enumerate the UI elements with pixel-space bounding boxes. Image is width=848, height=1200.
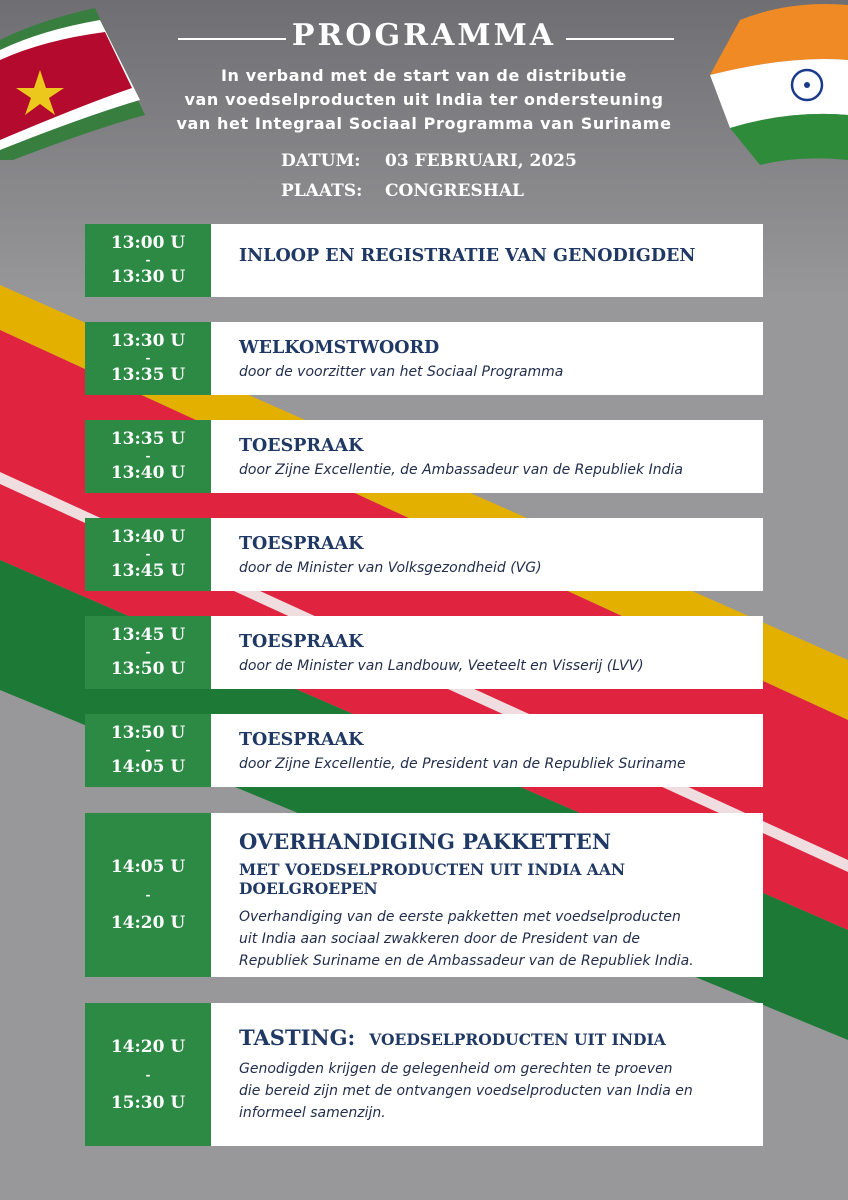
item-description: door de Minister van Volksgezondheid (VG) <box>239 559 542 576</box>
event-place <box>281 181 524 201</box>
page-title: PROGRAMMA <box>291 18 557 53</box>
start-time: 14:20 U <box>110 1036 186 1057</box>
start-time: 13:45 U <box>110 625 186 645</box>
item-subtitle: MET VOEDSELPRODUCTEN UIT INDIA AAN DOELGROEPEN <box>239 860 626 898</box>
end-time: 13:45 U <box>110 561 186 581</box>
item-card <box>211 518 763 591</box>
time-block <box>85 224 211 297</box>
start-time: 13:30 U <box>110 331 186 351</box>
end-time: 14:05 U <box>110 757 186 777</box>
item-card <box>211 224 763 297</box>
description-line: Overhandiging van de eerste pakketten met voedselproducten <box>239 909 681 925</box>
schedule-item <box>85 813 763 977</box>
start-time: 13:35 U <box>110 429 186 449</box>
schedule-item <box>85 714 763 787</box>
item-description: door Zijne Excellentie, de President van de Republiek Suriname <box>239 755 686 772</box>
schedule-item <box>85 322 763 395</box>
item-card <box>211 714 763 787</box>
time-block <box>85 714 211 787</box>
item-title: TOESPRAAK <box>239 435 364 456</box>
description-line: uit India aan sociaal zwakkeren door de President van de <box>239 931 641 947</box>
date-label: DATUM: <box>281 151 361 171</box>
event-date <box>281 151 577 171</box>
item-card <box>211 1003 763 1146</box>
time-block <box>85 616 211 689</box>
item-title: TOESPRAAK <box>239 533 364 554</box>
item-subtitle: VOEDSELPRODUCTEN UIT INDIA <box>369 1030 666 1049</box>
schedule-item <box>85 1003 763 1146</box>
end-time: 13:30 U <box>110 267 186 287</box>
item-card <box>211 616 763 689</box>
item-description: door Zijne Excellentie, de Ambassadeur van de Republiek India <box>239 461 683 478</box>
start-time: 14:05 U <box>110 857 186 877</box>
schedule-item <box>85 420 763 493</box>
schedule-item <box>85 518 763 591</box>
end-time: 14:20 U <box>110 913 186 933</box>
description-line: Genodigden krijgen de gelegenheid om gerechten te proeven <box>239 1061 673 1077</box>
date-value: 03 FEBRUARI, 2025 <box>385 151 577 171</box>
item-title: TASTING: <box>239 1025 356 1050</box>
subtitle <box>0 64 848 136</box>
start-time: 13:40 U <box>110 527 186 547</box>
item-description: door de voorzitter van het Sociaal Programma <box>239 363 564 380</box>
time-separator: - <box>145 743 151 757</box>
item-card <box>211 322 763 395</box>
item-card <box>211 420 763 493</box>
place-value: CONGRESHAL <box>385 181 524 201</box>
end-time: 13:40 U <box>110 463 186 483</box>
subtitle-line: van voedselproducten uit India ter ondersteuning <box>184 90 664 109</box>
item-title: TOESPRAAK <box>239 631 364 652</box>
place-label: PLAATS: <box>281 181 363 201</box>
description-line: die bereid zijn met de ontvangen voedselproducten van India en <box>239 1083 693 1099</box>
description-line: Republiek Suriname en de Ambassadeur van de Republiek India. <box>239 953 694 969</box>
description-line: informeel samenzijn. <box>239 1105 386 1121</box>
time-separator: - <box>145 449 151 463</box>
item-title: TOESPRAAK <box>239 729 364 750</box>
start-time: 13:00 U <box>110 233 186 253</box>
item-title: OVERHANDIGING PAKKETTEN <box>239 829 612 854</box>
subtitle-line: van het Integraal Sociaal Programma van Suriname <box>176 114 672 133</box>
time-separator: - <box>145 253 151 267</box>
time-block <box>85 813 211 977</box>
item-heading <box>239 1025 763 1050</box>
time-separator: - <box>145 351 151 365</box>
time-block <box>85 518 211 591</box>
subtitle-line: In verband met de start van de distributie <box>220 66 628 85</box>
item-card <box>211 813 763 977</box>
end-time: 15:30 U <box>110 1092 186 1113</box>
time-separator: - <box>145 888 151 902</box>
item-title: INLOOP EN REGISTRATIE VAN GENODIGDEN <box>239 245 696 266</box>
end-time: 13:35 U <box>110 365 186 385</box>
schedule-item <box>85 224 763 297</box>
item-description <box>239 1058 763 1124</box>
schedule-item <box>85 616 763 689</box>
time-block <box>85 1003 211 1146</box>
start-time: 13:50 U <box>110 723 186 743</box>
item-description: door de Minister van Landbouw, Veeteelt en Visserij (LVV) <box>239 657 644 674</box>
item-description <box>239 906 763 972</box>
end-time: 13:50 U <box>110 659 186 679</box>
item-title: WELKOMSTWOORD <box>239 337 440 358</box>
time-block <box>85 322 211 395</box>
time-separator: - <box>145 645 151 659</box>
time-block <box>85 420 211 493</box>
time-separator: - <box>145 547 151 561</box>
time-separator: - <box>145 1067 151 1082</box>
